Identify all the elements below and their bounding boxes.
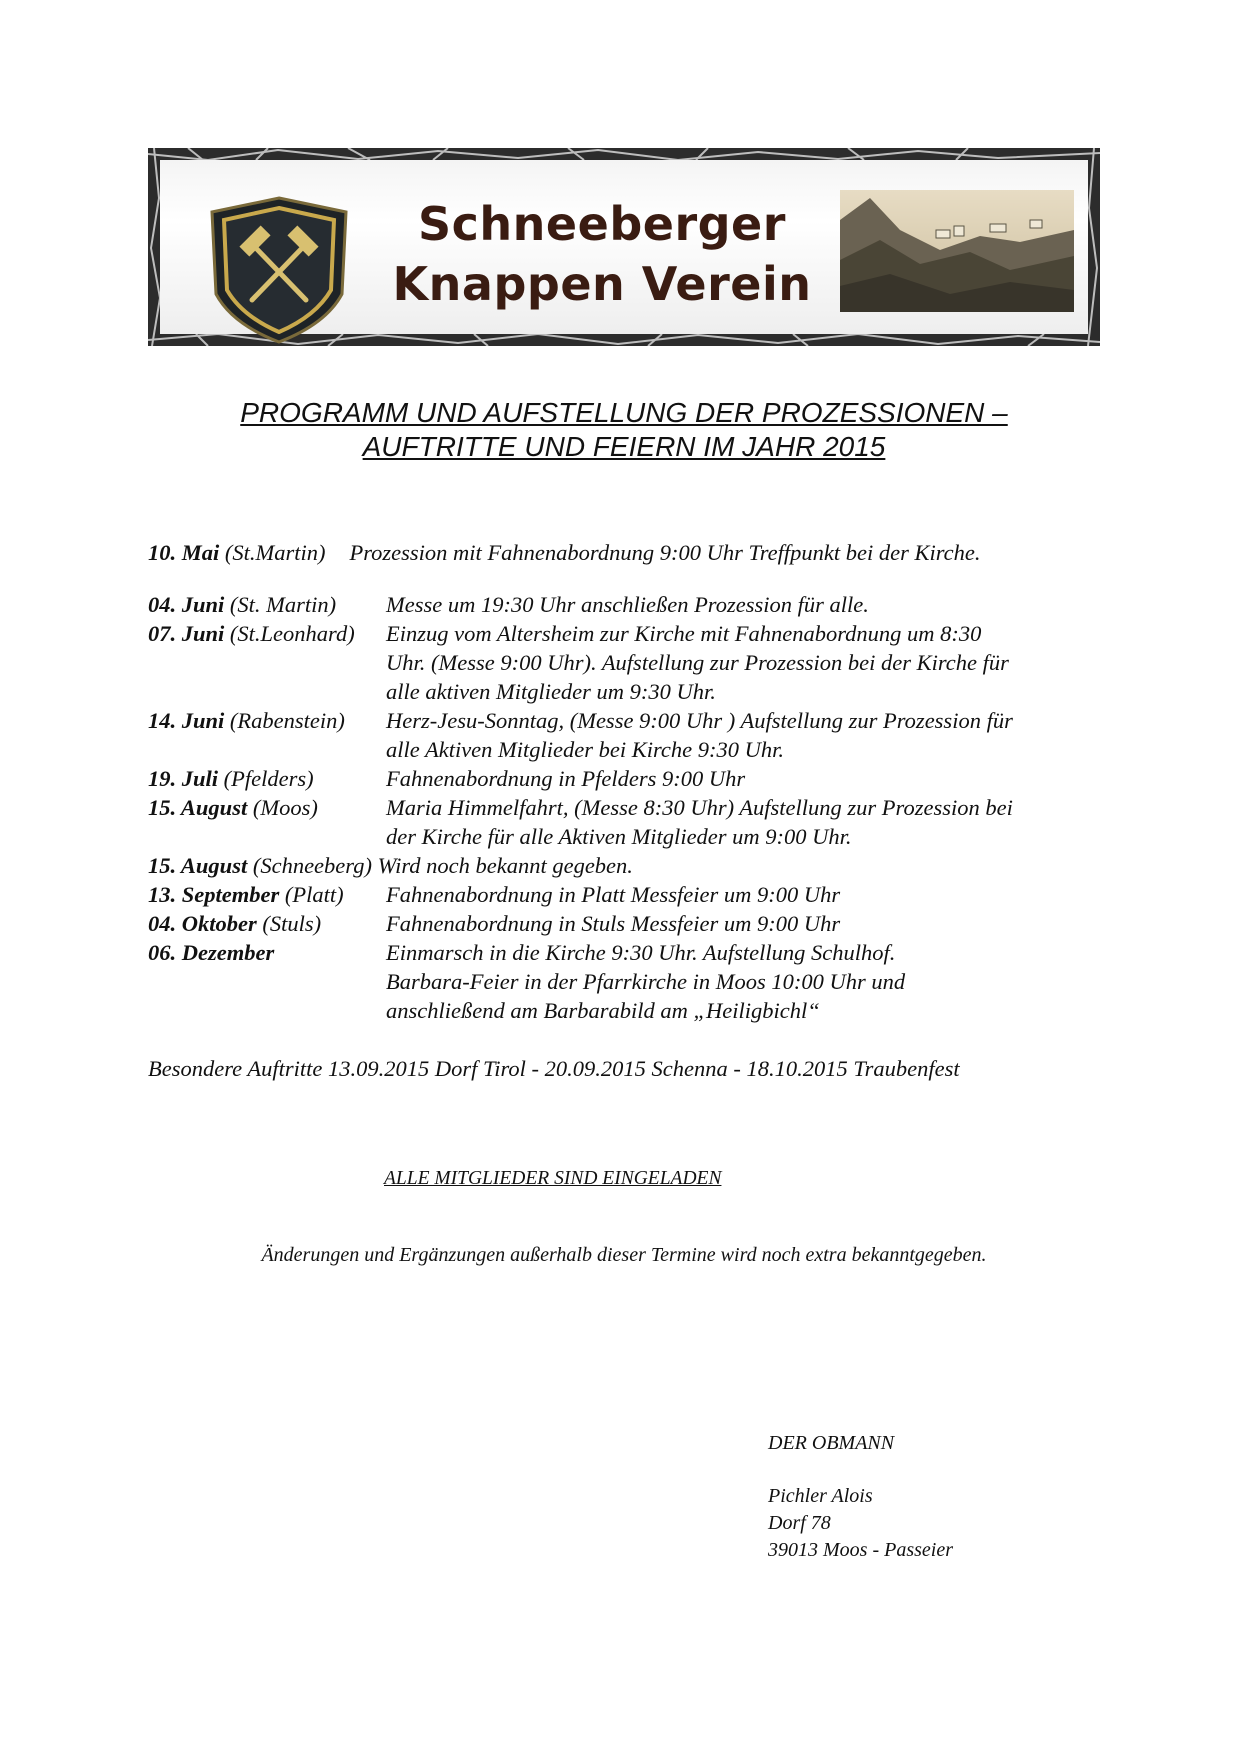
mining-landscape-photo <box>840 190 1074 312</box>
event-place: (St.Martin) <box>219 540 326 565</box>
signature-role: DER OBMANN <box>768 1432 895 1454</box>
event-first <box>148 538 981 567</box>
banner-title-line1: Schneeberger <box>418 197 786 251</box>
event-place: (Moos) <box>247 795 318 820</box>
event-date: 04. Oktober <box>148 911 257 936</box>
event-date: 19. Juli <box>148 766 219 791</box>
banner-title-line2: Knappen Verein <box>392 257 812 311</box>
page-title-line2: AUFTRITTE UND FEIERN IM JAHR 2015 <box>362 431 886 462</box>
event-row <box>148 793 1118 851</box>
crossed-hammers-shield-icon <box>206 194 352 346</box>
event-date: 15. August <box>148 795 248 820</box>
signature-block <box>768 1430 953 1564</box>
event-row <box>148 590 1118 619</box>
event-text: alle Aktiven Mitglieder bei Kirche 9:30 Uhr. <box>386 737 785 762</box>
event-row <box>148 909 1118 938</box>
event-text: der Kirche für alle Aktiven Mitglieder um 9:00 Uhr. <box>386 824 852 849</box>
event-date: 06. Dezember <box>148 940 275 965</box>
event-row <box>148 880 1118 909</box>
event-row <box>148 851 1118 880</box>
event-row <box>148 619 1118 706</box>
event-place: (St.Leonhard) <box>224 621 355 646</box>
event-place: (Schneeberg) <box>247 853 372 878</box>
event-text: Messe um 19:30 Uhr anschließen Prozession für alle. <box>386 592 869 617</box>
event-date: 07. Juni <box>148 621 225 646</box>
event-text: Uhr. (Messe 9:00 Uhr). Aufstellung zur Prozession bei der Kirche für <box>386 650 1009 675</box>
event-date: 04. Juni <box>148 592 225 617</box>
event-date: 15. August <box>148 853 248 878</box>
signature-street: Dorf 78 <box>768 1512 831 1534</box>
event-text: Barbara-Feier in der Pfarrkirche in Moos 10:00 Uhr und <box>386 969 906 994</box>
event-date: 10. Mai <box>148 540 220 565</box>
changes-note: Änderungen und Ergänzungen außerhalb dieser Termine wird noch extra bekanntgegeben. <box>261 1244 987 1266</box>
event-text: anschließend am Barbarabild am „Heiligbichl“ <box>386 998 820 1023</box>
event-text: Fahnenabordnung in Pfelders 9:00 Uhr <box>386 766 746 791</box>
header-banner <box>148 148 1100 346</box>
event-place: (St. Martin) <box>224 592 337 617</box>
event-place: (Rabenstein) <box>224 708 345 733</box>
event-date: 14. Juni <box>148 708 225 733</box>
banner-title <box>392 194 812 314</box>
event-list <box>148 590 1118 1025</box>
event-text: Maria Himmelfahrt, (Messe 8:30 Uhr) Aufstellung zur Prozession bei <box>386 795 1013 820</box>
event-text: Einzug vom Altersheim zur Kirche mit Fahnenabordnung um 8:30 <box>386 621 982 646</box>
banner-panel <box>160 160 1088 334</box>
event-place: (Pfelders) <box>218 766 314 791</box>
invitation-note: ALLE MITGLIEDER SIND EINGELADEN <box>384 1168 722 1189</box>
event-row <box>148 764 1118 793</box>
event-text: Herz-Jesu-Sonntag, (Messe 9:00 Uhr ) Aufstellung zur Prozession für <box>386 708 1013 733</box>
event-place: (Stuls) <box>256 911 322 936</box>
page-title <box>148 396 1100 464</box>
event-text: Prozession mit Fahnenabordnung 9:00 Uhr Treffpunkt bei der Kirche. <box>349 540 981 565</box>
event-text: Einmarsch in die Kirche 9:30 Uhr. Aufstellung Schulhof. <box>386 940 896 965</box>
event-text: Fahnenabordnung in Platt Messfeier um 9:00 Uhr <box>386 882 841 907</box>
page-title-line1: PROGRAMM UND AUFSTELLUNG DER PROZESSIONEN – <box>240 397 1008 428</box>
special-appearances: Besondere Auftritte 13.09.2015 Dorf Tirol - 20.09.2015 Schenna - 18.10.2015 Traubenfest <box>148 1056 960 1081</box>
event-row <box>148 706 1118 764</box>
signature-name: Pichler Alois <box>768 1485 873 1507</box>
event-date: 13. September <box>148 882 280 907</box>
event-row <box>148 938 1118 1025</box>
signature-city: 39013 Moos - Passeier <box>768 1539 953 1561</box>
event-place: (Platt) <box>279 882 344 907</box>
event-text: alle aktiven Mitglieder um 9:30 Uhr. <box>386 679 716 704</box>
event-text: Wird noch bekannt gegeben. <box>371 853 633 878</box>
event-text: Fahnenabordnung in Stuls Messfeier um 9:00 Uhr <box>386 911 841 936</box>
